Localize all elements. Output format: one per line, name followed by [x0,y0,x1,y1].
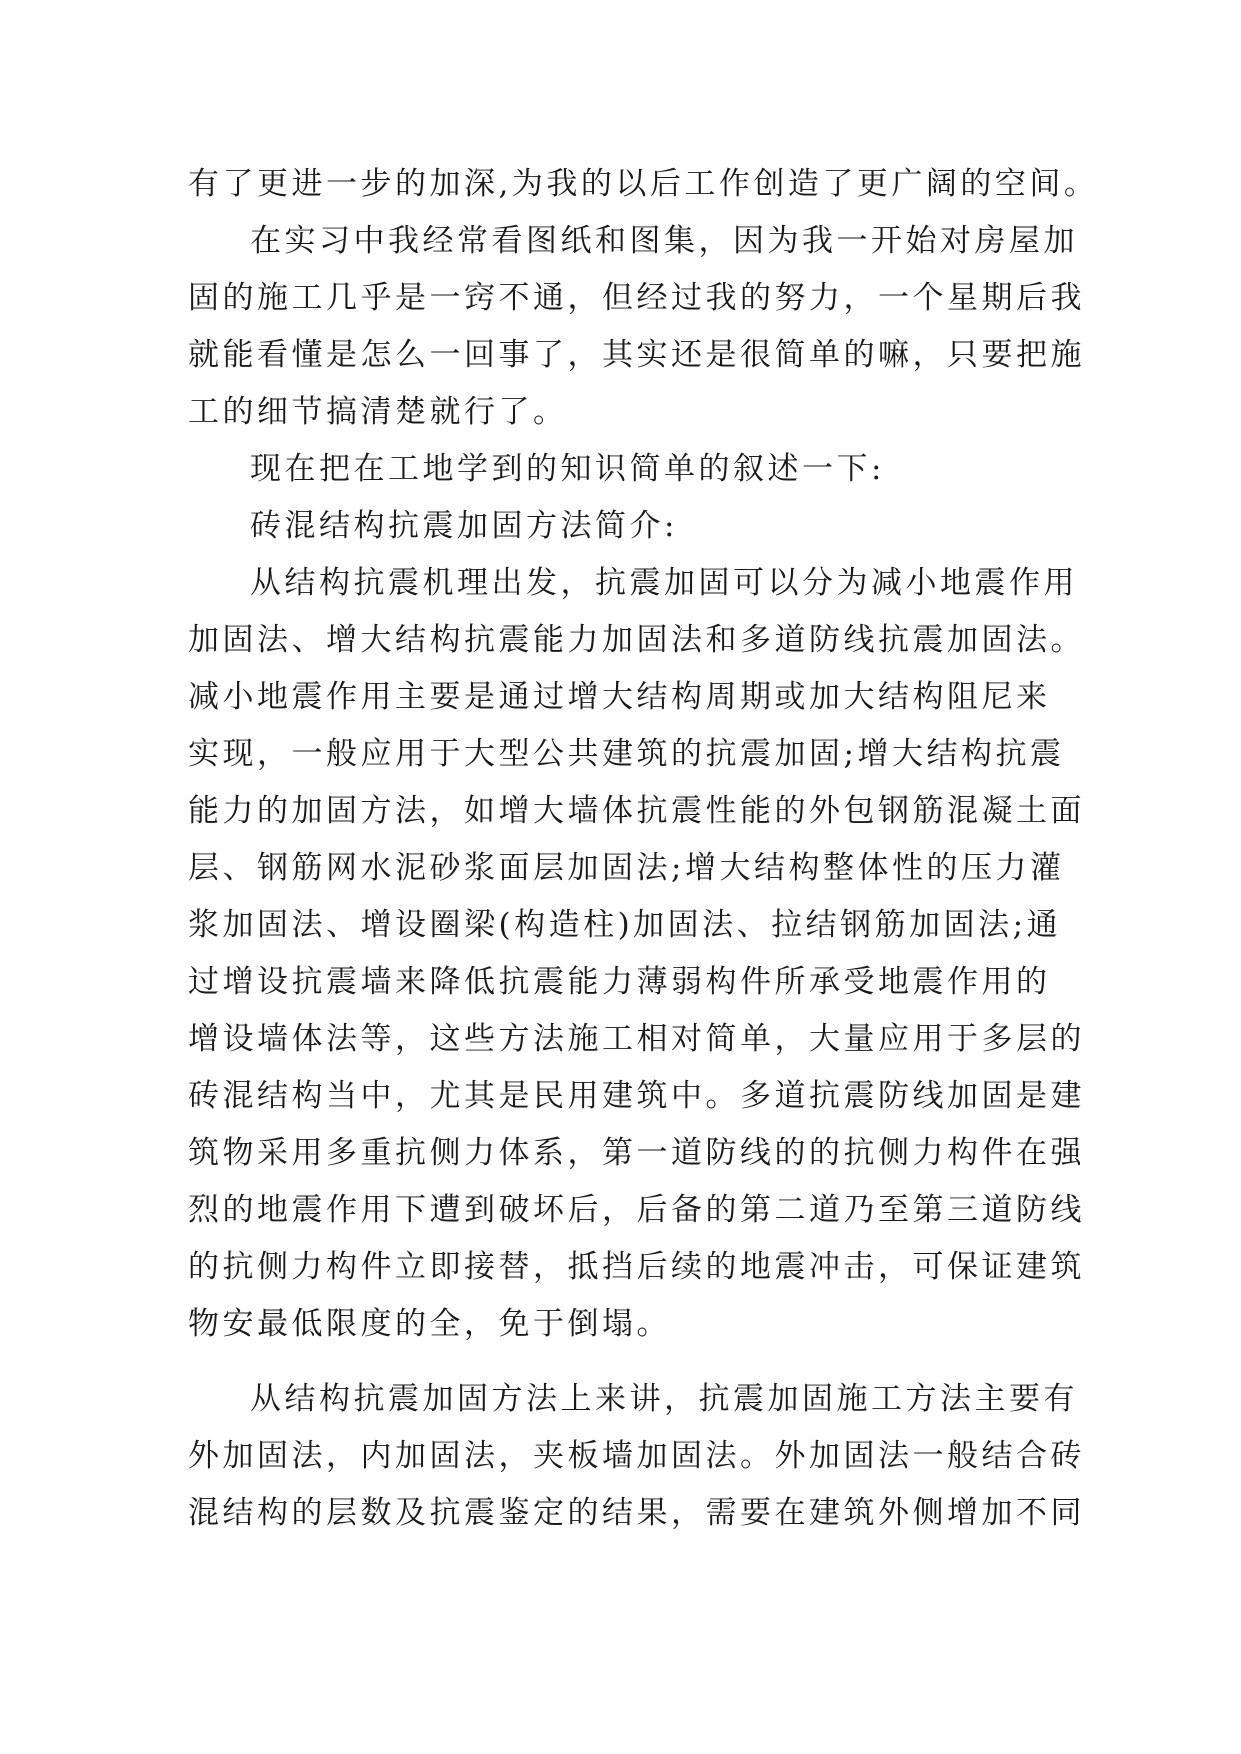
text-line: 增设墙体法等，这些方法施工相对简单，大量应用于多层的 [188,1021,1085,1057]
text-line: 烈的地震作用下遭到破坏后，后备的第二道乃至第三道防线 [188,1192,1085,1228]
text-line: 固的施工几乎是一窍不通，但经过我的努力，一个星期后我 [188,280,1085,316]
text-line: 过增设抗震墙来降低抗震能力薄弱构件所承受地震作用的 [188,964,1051,1000]
text-line: 的抗侧力构件立即接替，抵挡后续的地震冲击，可保证建筑 [188,1249,1085,1285]
paragraph-gap [188,1353,1068,1371]
text-line: 砖混结构当中，尤其是民用建筑中。多道抗震防线加固是建 [188,1078,1085,1114]
text-line: 减小地震作用主要是通过增大结构周期或加大结构阻尼来 [188,679,1051,715]
text-line: 从结构抗震机理出发，抗震加固可以分为减小地震作用 [250,565,1078,601]
text-line: 实现，一般应用于大型公共建筑的抗震加固;增大结构抗震 [188,736,1065,772]
text-line: 就能看懂是怎么一回事了，其实还是很简单的嘛，只要把施 [188,337,1085,373]
text-line: 物安最低限度的全，免于倒塌。 [188,1306,671,1342]
text-line: 加固法、增大结构抗震能力加固法和多道防线抗震加固法。 [188,622,1085,658]
text-line: 浆加固法、增设圈梁(构造柱)加固法、拉结钢筋加固法;通 [188,907,1062,943]
text-line: 混结构的层数及抗震鉴定的结果，需要在建筑外侧增加不同 [188,1495,1085,1531]
text-line: 现在把在工地学到的知识简单的叙述一下: [250,451,885,487]
text-line: 能力的加固方法，如增大墙体抗震性能的外包钢筋混凝土面 [188,793,1085,829]
text-line: 筑物采用多重抗侧力体系，第一道防线的的抗侧力构件在强 [188,1135,1085,1171]
text-line: 外加固法，内加固法，夹板墙加固法。外加固法一般结合砖 [188,1438,1085,1474]
text-line: 层、钢筋网水泥砂浆面层加固法;增大结构整体性的压力灌 [188,850,1065,886]
text-line: 在实习中我经常看图纸和图集，因为我一开始对房屋加 [250,223,1078,259]
body-text [188,156,1099,1542]
text-line: 工的细节搞清楚就行了。 [188,394,568,430]
text-line: 砖混结构抗震加固方法简介: [250,508,678,544]
text-line: 有了更进一步的加深,为我的以后工作创造了更广阔的空间。 [188,166,1099,202]
text-line: 从结构抗震加固方法上来讲，抗震加固施工方法主要有 [250,1381,1078,1417]
